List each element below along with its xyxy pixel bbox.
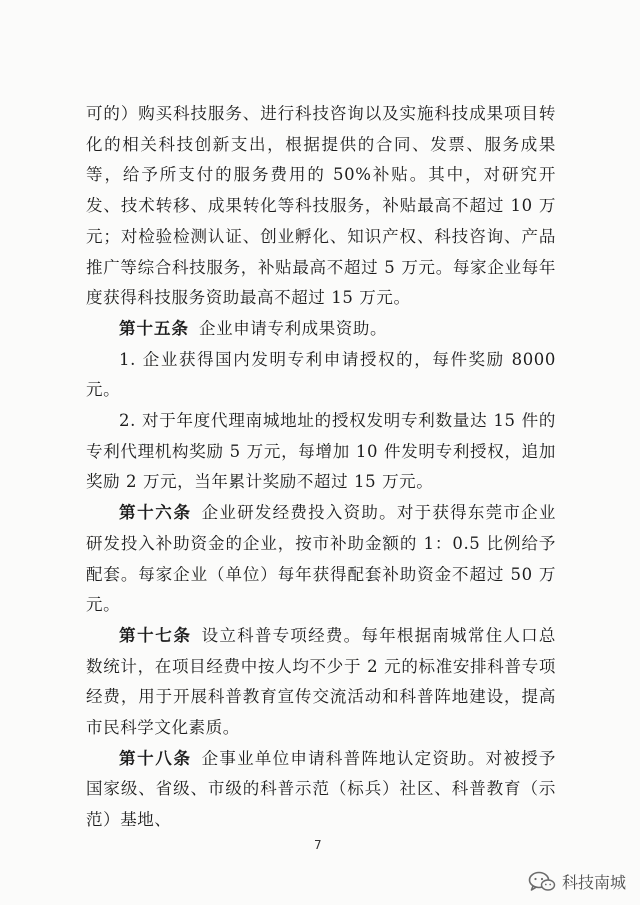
paragraph-6: [86, 621, 556, 744]
paragraph-text: 企事业单位申请科普阵地认定资助。对被授予国家级、省级、市级的科普示范（标兵）社区、科普教育（示范）基地、: [86, 748, 557, 830]
paragraph-text: 企业研发经费投入资助。对于获得东莞市企业研发投入补助资金的企业，按市补助金额的 1：0.5 比例给予配套。每家企业（单位）每年获得配套补助资金不超过 50 万元。: [86, 503, 557, 615]
document-body: [86, 99, 556, 836]
page-number: 7: [314, 838, 322, 852]
article-heading: 第十八条: [119, 748, 192, 768]
watermark-text: 科技南城: [561, 873, 626, 892]
paragraph-text: 1. 企业获得国内发明专利申请授权的，每件奖励 8000 元。: [86, 349, 556, 400]
paragraph-text: 企业申请专利成果资助。: [199, 318, 388, 338]
article-heading: 第十五条: [119, 318, 189, 338]
paragraph-text: 设立科普专项经费。每年根据南城常住人口总数统计，在项目经费中按人均不少于 2 元的标准安排科普专项经费，用于开展科普教育宣传交流活动和科普阵地建设，提高市民科学文化素质。: [86, 625, 557, 738]
paragraph-3: [86, 345, 556, 406]
article-heading: 第十七条: [119, 625, 192, 645]
paragraph-text: 2. 对于年度代理南城地址的授权发明专利数量达 15 件的专利代理机构奖励 5 万元，每增加 10 件发明专利授权，追加奖励 2 万元，当年累计奖励不超过 15 万元。: [86, 411, 556, 492]
paragraph-text: 可的）购买科技服务、进行科技咨询以及实施科技成果项目转化的相关科技创新支出，根据提供的合同、发票、服务成果等，给予所支付的服务费用的 50%补贴。其中，对研究开发、技术转移、成果转化等科技服务，补贴最高不超过 10 万元；对检验检测认证、创业孵化、知识产权、科技咨询、产品推广等综合科技服务，补贴最高不超过 5 万元。每家企业每年度获得科技服务资助最高不超过 15 万元。: [86, 104, 556, 308]
paragraph-1: [86, 99, 556, 314]
article-heading: 第十六条: [119, 503, 192, 523]
paragraph-2: [86, 314, 556, 345]
wechat-icon: [528, 871, 556, 893]
paragraph-5: [86, 498, 556, 621]
paragraph-4: [86, 406, 556, 498]
wechat-watermark: [528, 870, 626, 893]
paragraph-7: [86, 744, 556, 836]
